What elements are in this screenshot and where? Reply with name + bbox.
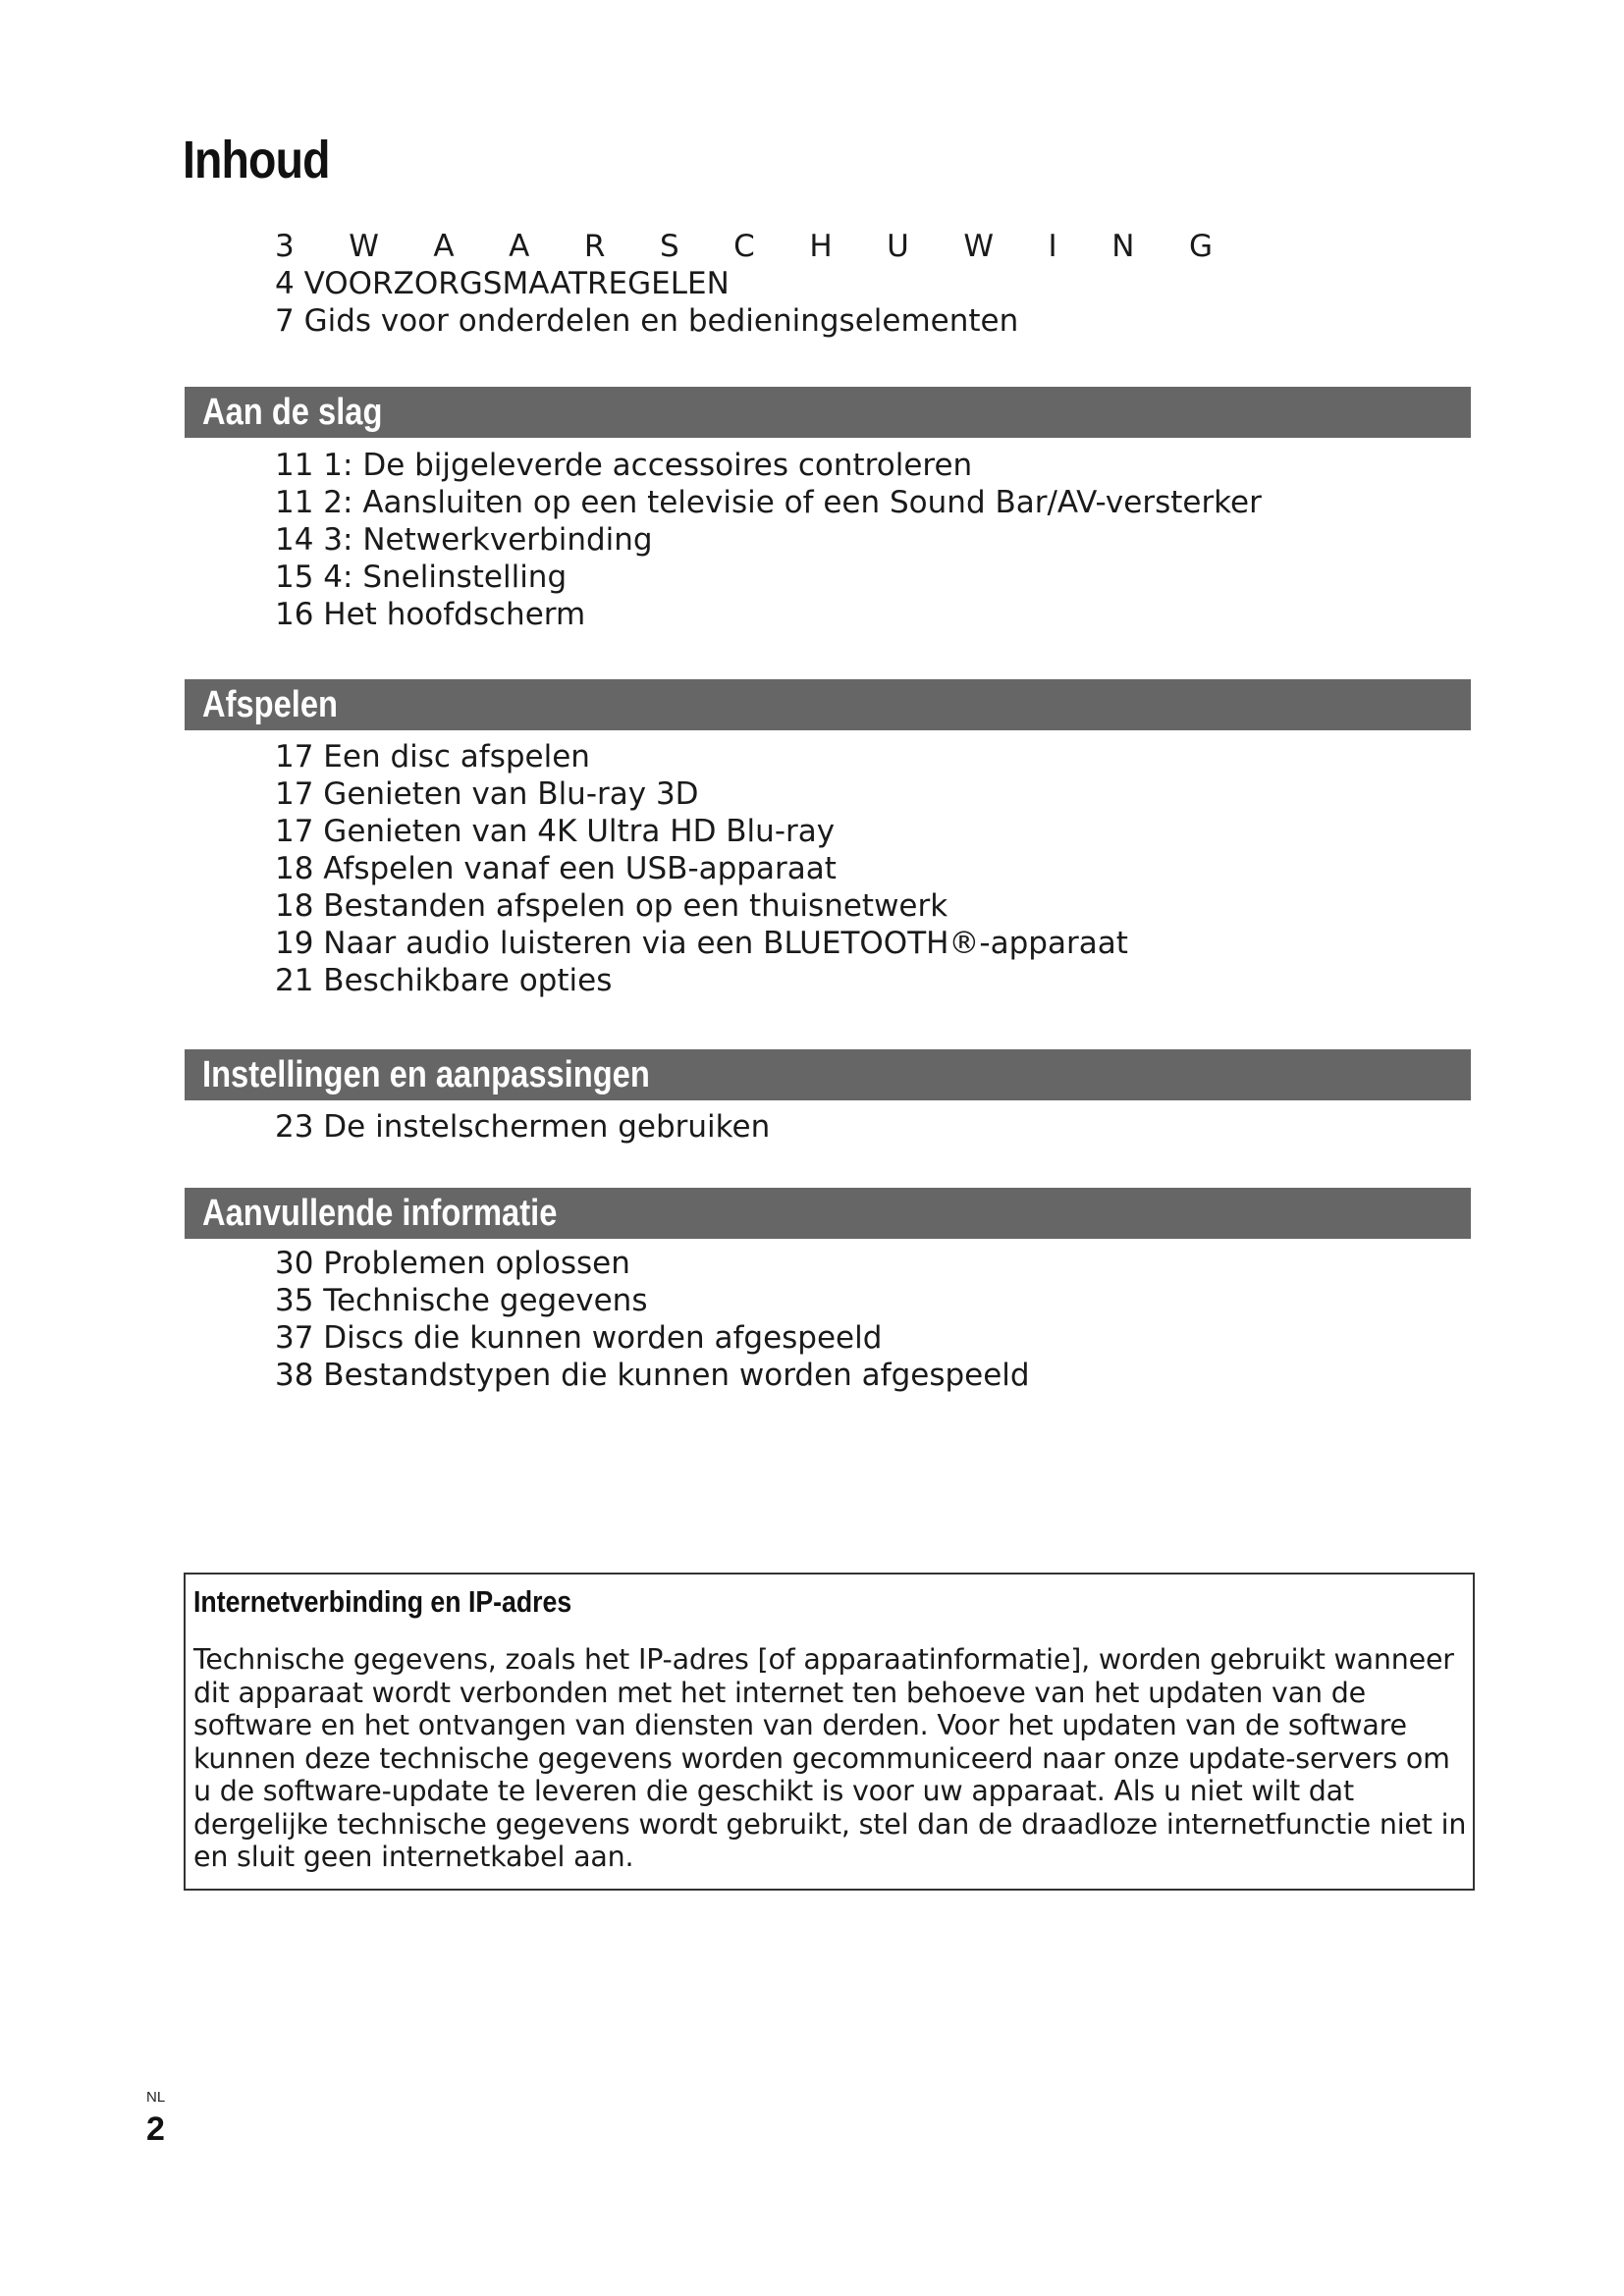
toc-item[interactable]: 15 4: Snelinstelling xyxy=(275,560,568,595)
toc-section-instellingen xyxy=(275,1108,770,1146)
toc-item[interactable]: 19 Naar audio luisteren via een BLUETOOTH®-apparaat xyxy=(275,926,1128,961)
page-number: 2 xyxy=(146,2110,165,2148)
toc-item[interactable]: 16 Het hoofdscherm xyxy=(275,597,586,632)
toc-letter: C xyxy=(733,229,755,264)
toc-item[interactable]: 17 Genieten van Blu-ray 3D xyxy=(275,776,699,812)
notice-title: Internetverbinding en IP-adres xyxy=(193,1584,572,1619)
toc-item[interactable]: 38 Bestandstypen die kunnen worden afgespeeld xyxy=(275,1358,1030,1393)
section-heading-text: Instellingen en aanpassingen xyxy=(202,1054,650,1095)
toc-letter: S xyxy=(659,229,679,264)
toc-letter: R xyxy=(583,229,606,264)
toc-item[interactable]: 23 De instelschermen gebruiken xyxy=(275,1109,771,1145)
section-heading-aan-de-slag xyxy=(185,387,1471,438)
language-code: NL xyxy=(146,2089,166,2106)
toc-item[interactable]: 17 Een disc afspelen xyxy=(275,739,590,774)
toc-item-waarschuwing[interactable] xyxy=(275,228,1213,265)
toc-item[interactable]: 11 1: De bijgeleverde accessoires controleren xyxy=(275,448,973,483)
toc-letter: I xyxy=(1048,229,1057,264)
toc-letter: G xyxy=(1188,229,1213,264)
section-heading-afspelen xyxy=(185,679,1471,730)
toc-letter: W xyxy=(963,229,995,264)
toc-item[interactable]: 14 3: Netwerkverbinding xyxy=(275,522,653,558)
toc-letter: U xyxy=(887,229,909,264)
page-title: Inhoud xyxy=(183,131,330,189)
section-heading-instellingen xyxy=(185,1049,1471,1100)
section-heading-text: Aan de slag xyxy=(202,392,383,433)
toc-letter: 3 xyxy=(275,229,295,264)
toc-item[interactable]: 18 Afspelen vanaf een USB-apparaat xyxy=(275,851,837,886)
toc-item[interactable]: 21 Beschikbare opties xyxy=(275,963,613,998)
toc-letter: A xyxy=(509,229,530,264)
toc-item[interactable]: 7 Gids voor onderdelen en bedieningselementen xyxy=(275,303,1019,339)
toc-item[interactable]: 11 2: Aansluiten op een televisie of een Sound Bar/AV-versterker xyxy=(275,485,1262,520)
notice-body: Technische gegevens, zoals het IP-adres [of apparaatinformatie], worden gebruikt wanneer dit apparaat wordt verbonden met het internet ten behoeve van het updaten van de software en het ontvangen van diensten van derden. Voor het updaten van de software kunnen deze technische gegevens worden gecommuniceerd naar onze update-servers om u de software-update te leveren die geschikt is voor uw apparaat. Als u niet wilt dat dergelijke technische gegevens wordt gebruikt, stel dan de draadloze internetfunctie niet in en sluit geen internetkabel aan. xyxy=(193,1643,1467,1873)
toc-section-aanvullende-informatie xyxy=(275,1245,1030,1394)
toc-item[interactable]: 17 Genieten van 4K Ultra HD Blu-ray xyxy=(275,814,836,849)
toc-item[interactable]: 30 Problemen oplossen xyxy=(275,1246,630,1281)
toc-item[interactable]: 35 Technische gegevens xyxy=(275,1283,648,1318)
toc-item[interactable]: 18 Bestanden afspelen op een thuisnetwerk xyxy=(275,888,948,924)
internet-notice-box xyxy=(184,1573,1475,1891)
toc-letter: N xyxy=(1111,229,1135,264)
toc-section-aan-de-slag xyxy=(275,447,1262,633)
toc-letter: W xyxy=(349,229,379,264)
section-heading-aanvullende-informatie xyxy=(185,1188,1471,1239)
toc-intro xyxy=(275,228,1213,340)
toc-item[interactable]: 4 VOORZORGSMAATREGELEN xyxy=(275,266,730,301)
section-heading-text: Aanvullende informatie xyxy=(202,1193,558,1234)
toc-section-afspelen xyxy=(275,738,1128,999)
section-heading-text: Afspelen xyxy=(202,684,339,725)
toc-item[interactable]: 37 Discs die kunnen worden afgespeeld xyxy=(275,1320,883,1356)
toc-letter: A xyxy=(433,229,455,264)
toc-letter: H xyxy=(809,229,833,264)
